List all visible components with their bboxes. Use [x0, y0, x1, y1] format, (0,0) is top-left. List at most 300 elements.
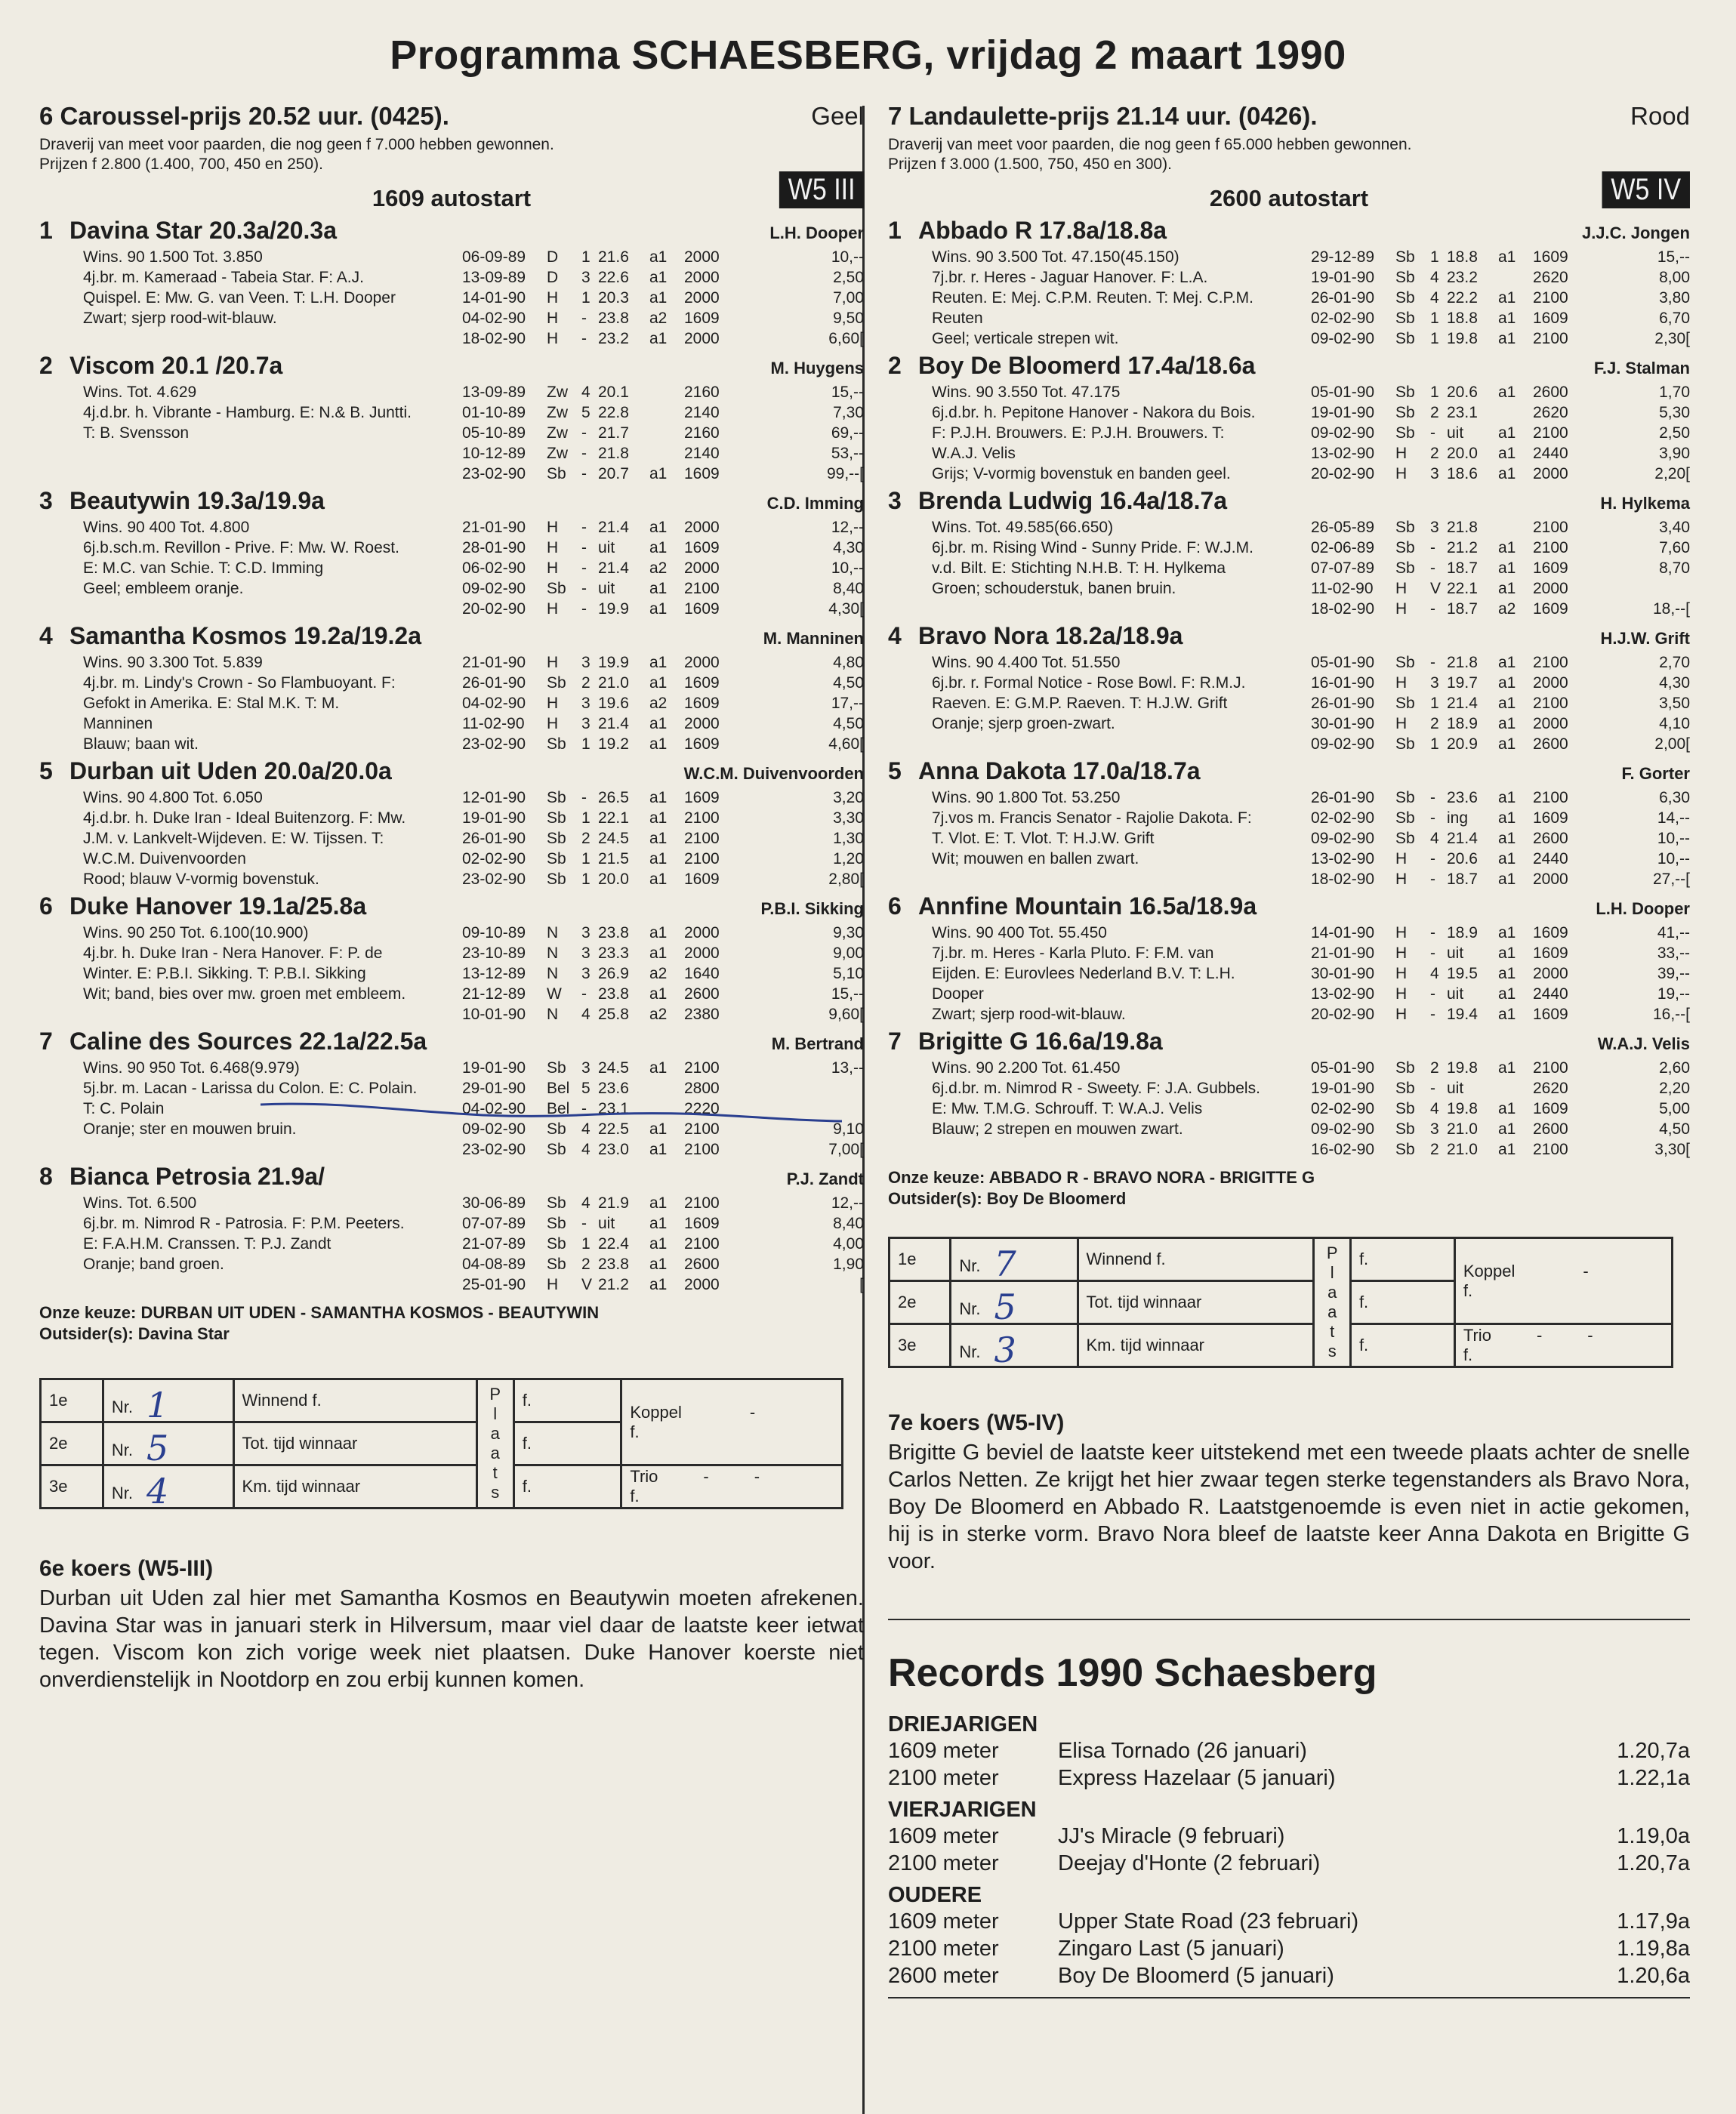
run-cell: 2600	[684, 985, 720, 1003]
record-cell: 1.20,6a	[1617, 1964, 1690, 1988]
run-cell: 29-12-89	[1311, 248, 1375, 266]
run-cell: 1609	[1533, 809, 1568, 827]
horse-info	[39, 247, 462, 349]
horse-info-line: Wins. 90 1.800 Tot. 53.250	[932, 789, 1121, 806]
run-cell: D	[547, 269, 559, 286]
run-cell: 1609	[1533, 248, 1568, 266]
horse-info-line: Wins. Tot. 49.585(66.650)	[932, 519, 1114, 536]
record-row	[888, 1962, 1690, 1989]
run-cell: 2600	[1533, 384, 1568, 401]
run-cell: 5,10	[833, 965, 864, 982]
horse-number: 8	[39, 1163, 53, 1190]
run-cell: H	[547, 310, 559, 327]
run-cell: Bel	[547, 1100, 570, 1117]
run-row	[462, 849, 864, 869]
run-cell: 1	[581, 871, 590, 888]
run-row	[1311, 923, 1690, 943]
horse-name: Caline des Sources 22.1a/22.5a	[69, 1028, 427, 1055]
result-row	[41, 1465, 843, 1508]
run-cell	[745, 1099, 864, 1119]
choice-text: Onze keuze: ABBADO R - BRAVO NORA - BRIGITTE G	[888, 1168, 1315, 1187]
record-cell: 1.20,7a	[1617, 1739, 1690, 1763]
run-cell: Sb	[1395, 695, 1415, 712]
run-cell: 23-02-90	[462, 735, 526, 753]
run-cell: 18-02-90	[1311, 600, 1375, 618]
run-cell: 3,80	[1659, 289, 1690, 307]
run-cell: Zw	[547, 404, 568, 421]
horse-info-line: Wins. 90 950 Tot. 6.468(9.979)	[83, 1059, 300, 1077]
horse-info-line: Winter. E: P.B.I. Sikking. T: P.B.I. Sikking	[83, 965, 366, 982]
horse-info-line: 7j.br. r. Heres - Jaguar Hanover. F: L.A.	[932, 269, 1208, 286]
horse-runs	[462, 247, 864, 349]
trio-label: Trio	[1463, 1326, 1491, 1345]
horse-entry	[888, 757, 1690, 889]
run-cell: a2	[649, 965, 668, 982]
horse-header	[888, 217, 1690, 247]
run-cell: 21.2	[1447, 539, 1478, 556]
race-title: 6 Caroussel-prijs 20.52 uur. (0425).	[39, 102, 449, 130]
run-cell: 3	[1430, 674, 1439, 692]
run-cell: 9,50	[833, 310, 864, 327]
horse-runs	[1311, 1058, 1690, 1160]
place-cell: 2e	[41, 1422, 103, 1465]
horse-info-line: Groen; schouderstuk, banen bruin.	[932, 580, 1176, 597]
run-row	[462, 267, 864, 288]
run-cell: a1	[649, 248, 668, 266]
horse-info-line: Wins. 90 3.550 Tot. 47.175	[932, 384, 1121, 401]
run-cell: a1	[649, 1215, 668, 1232]
run-row	[462, 673, 864, 693]
run-cell: -	[581, 445, 587, 462]
run-cell: 3	[581, 269, 590, 286]
run-cell: a1	[1498, 384, 1516, 401]
run-cell: 19.8	[1447, 330, 1478, 347]
run-cell: 2100	[1533, 1141, 1568, 1158]
run-cell: 4,10	[1659, 715, 1690, 732]
run-cell: a1	[1498, 674, 1516, 692]
run-row	[462, 943, 864, 963]
run-row	[1311, 963, 1690, 984]
run-row	[462, 538, 864, 558]
run-cell: 29-01-90	[462, 1080, 526, 1097]
run-cell: -	[1430, 924, 1435, 941]
race-header	[888, 102, 1690, 131]
run-cell: 1609	[1533, 310, 1568, 327]
horse-info-line: 6j.br. r. Formal Notice - Rose Bowl. F: R.M.J.	[932, 674, 1246, 692]
run-cell: Sb	[1395, 330, 1415, 347]
horse-body	[39, 787, 864, 889]
run-cell: 30-01-90	[1311, 715, 1375, 732]
run-cell: 04-02-90	[462, 695, 526, 712]
run-cell: -	[581, 330, 587, 347]
result-table	[39, 1378, 843, 1512]
horse-info-line: Dooper	[932, 985, 984, 1003]
run-cell: 1609	[684, 674, 720, 692]
run-cell: 23.1	[1447, 404, 1478, 421]
run-cell: 2,50	[833, 269, 864, 286]
run-cell: 2000	[684, 559, 720, 577]
run-cell	[1498, 267, 1533, 288]
run-cell: Sb	[1395, 830, 1415, 847]
horse-body	[39, 382, 864, 484]
run-cell: a1	[1498, 985, 1516, 1003]
run-row	[1311, 599, 1690, 619]
run-row	[1311, 652, 1690, 673]
run-cell: 7,30	[833, 404, 864, 421]
record-cell: Deejay d'Honte (2 februari)	[1058, 1851, 1321, 1875]
records-group: OUDERE	[888, 1883, 982, 1907]
section-divider	[888, 1997, 1690, 1998]
horse-header	[888, 487, 1690, 517]
run-row	[462, 1078, 864, 1099]
record-cell: 1.20,7a	[1617, 1851, 1690, 1875]
horse-runs	[1311, 787, 1690, 889]
run-row	[1311, 423, 1690, 443]
plaats-label: P l a a t s	[476, 1379, 513, 1508]
place-cell: 3e	[41, 1465, 103, 1508]
horse-entry	[888, 1028, 1690, 1160]
record-cell: 1.22,1a	[1617, 1766, 1690, 1790]
run-cell: 20.0	[1447, 445, 1478, 462]
run-cell: 5,00	[1659, 1100, 1690, 1117]
run-cell: H	[1395, 465, 1408, 482]
horse-body	[39, 1058, 864, 1160]
horse-body	[888, 382, 1690, 484]
horse-info-line: Wins. 90 4.400 Tot. 51.550	[932, 654, 1121, 671]
run-cell: 2100	[1533, 695, 1568, 712]
run-cell: 20.1	[598, 384, 629, 401]
run-row	[462, 288, 864, 308]
run-cell: 1640	[684, 965, 720, 982]
horse-body	[888, 652, 1690, 754]
plaats-value-cell: f.	[1350, 1324, 1454, 1367]
run-row	[1311, 943, 1690, 963]
run-cell: 06-02-90	[462, 559, 526, 577]
result-row	[41, 1379, 843, 1422]
horse-name: Anna Dakota 17.0a/18.7a	[918, 757, 1201, 784]
run-cell: 2100	[1533, 424, 1568, 442]
run-cell: Sb	[1395, 1059, 1415, 1077]
run-cell: 33,--	[1657, 945, 1690, 962]
run-cell: 21.7	[598, 424, 629, 442]
run-row	[1311, 713, 1690, 734]
run-cell: 2600	[684, 1256, 720, 1273]
run-cell: a1	[649, 330, 668, 347]
run-cell: a1	[649, 871, 668, 888]
run-row	[1311, 787, 1690, 808]
run-cell: H	[1395, 965, 1408, 982]
run-cell: uit	[1447, 1080, 1464, 1097]
run-cell: 19-01-90	[1311, 1080, 1375, 1097]
horse-info	[39, 923, 462, 1025]
run-cell: 21.4	[1447, 695, 1478, 712]
place-cell: 2e	[890, 1281, 951, 1324]
run-cell: 26.9	[598, 965, 629, 982]
run-cell: Sb	[547, 735, 566, 753]
run-cell: 23.6	[598, 1080, 629, 1097]
horse-header	[39, 1163, 864, 1193]
run-cell: 69,--	[831, 424, 864, 442]
record-cell: 2600 meter	[888, 1964, 999, 1988]
horse-number: 5	[888, 757, 902, 784]
run-row	[462, 963, 864, 984]
horse-name: Boy De Bloomerd 17.4a/18.6a	[918, 352, 1256, 379]
run-cell: 12,--	[831, 519, 864, 536]
run-cell: 26-05-89	[1311, 519, 1375, 536]
run-cell: 4	[581, 1194, 590, 1212]
run-cell: 19.9	[598, 654, 629, 671]
run-row	[1311, 402, 1690, 423]
run-cell: 20-02-90	[1311, 1006, 1375, 1023]
run-cell: 2620	[1533, 269, 1568, 286]
run-cell: 1	[581, 289, 590, 307]
run-cell: Sb	[547, 1141, 566, 1158]
run-cell: 4,50	[833, 715, 864, 732]
run-cell: 18.7	[1447, 871, 1478, 888]
run-cell: 04-02-90	[462, 1100, 526, 1117]
run-cell: Sb	[1395, 248, 1415, 266]
horse-info-line: 6j.b.sch.m. Revillon - Prive. F: Mw. W. Roest.	[83, 539, 399, 556]
run-cell: Bel	[547, 1080, 570, 1097]
run-cell: 19,--	[1657, 985, 1690, 1003]
run-row	[1311, 443, 1690, 464]
horse-info-line: v.d. Bilt. E: Stichting N.H.B. T: H. Hylkema	[932, 559, 1226, 577]
run-cell: a1	[1498, 330, 1516, 347]
run-cell: -	[581, 424, 587, 442]
run-cell: a2	[649, 559, 668, 577]
run-cell: Sb	[1395, 424, 1415, 442]
run-cell: H	[547, 1276, 559, 1293]
record-row	[888, 1908, 1690, 1935]
run-cell: [	[859, 1276, 864, 1293]
run-cell: 3	[1430, 519, 1439, 536]
record-row	[888, 1823, 1690, 1850]
run-cell: Sb	[1395, 310, 1415, 327]
run-cell: 22.5	[598, 1120, 629, 1138]
run-cell: 20.6	[1447, 384, 1478, 401]
run-cell: 16,--[	[1652, 1006, 1690, 1023]
run-cell: 2000	[1533, 465, 1568, 482]
record-cell: 1609 meter	[888, 1739, 999, 1763]
horse-info-line: 6j.d.br. h. Pepitone Hanover - Nakora du Bois.	[932, 404, 1256, 421]
horse-info-line: 7j.br. m. Heres - Karla Pluto. F: F.M. van	[932, 945, 1214, 962]
run-cell: 20.6	[1447, 850, 1478, 867]
run-cell: 21.4	[598, 715, 629, 732]
run-cell: Sb	[547, 1215, 566, 1232]
run-row	[462, 578, 864, 599]
run-row	[462, 517, 864, 538]
run-cell: 05-01-90	[1311, 654, 1375, 671]
horse-runs	[462, 787, 864, 889]
run-cell: H	[547, 559, 559, 577]
run-cell: 2000	[1533, 965, 1568, 982]
run-cell: 1609	[684, 735, 720, 753]
horse-info-line: Rood; blauw V-vormig bovenstuk.	[83, 871, 319, 888]
run-cell: 14-01-90	[1311, 924, 1375, 941]
run-cell: 1	[581, 850, 590, 867]
run-cell: 18.7	[1447, 600, 1478, 618]
run-row	[462, 1234, 864, 1254]
trio-cell	[621, 1465, 843, 1508]
run-cell: V	[581, 1276, 593, 1293]
outsider-text: Outsider(s): Boy De Bloomerd	[888, 1189, 1127, 1208]
run-row	[462, 808, 864, 828]
horse-name: Abbado R 17.8a/18.8a	[918, 217, 1167, 244]
horse-info-line: Eijden. E: Eurovlees Nederland B.V. T: L.H.	[932, 965, 1235, 982]
run-cell: 4,30	[1659, 674, 1690, 692]
plaats-value-cell: f.	[513, 1379, 621, 1422]
run-row	[1311, 869, 1690, 889]
run-row	[462, 787, 864, 808]
run-cell: a1	[649, 715, 668, 732]
run-cell: 2000	[684, 330, 720, 347]
run-cell: 1,20	[833, 850, 864, 867]
run-cell: 3,90	[1659, 445, 1690, 462]
run-cell: -	[581, 465, 587, 482]
handwritten-number: 5	[146, 1428, 169, 1468]
run-row	[1311, 673, 1690, 693]
horse-number: 6	[888, 892, 902, 920]
horse-name: Samantha Kosmos 19.2a/19.2a	[69, 622, 422, 649]
run-cell: 2380	[684, 1006, 720, 1023]
horse-number: 7	[888, 1028, 902, 1055]
run-cell: 2	[1430, 445, 1439, 462]
run-row	[462, 652, 864, 673]
horse-number: 3	[39, 487, 53, 514]
run-cell: 1	[581, 809, 590, 827]
nr-label: Nr.	[959, 1299, 981, 1318]
run-cell: 13-09-89	[462, 384, 526, 401]
run-row	[1311, 1058, 1690, 1078]
horse-runs	[462, 517, 864, 619]
horse-info-line: J.M. v. Lankvelt-Wijdeven. E: W. Tijssen. T:	[83, 830, 384, 847]
horse-entry	[888, 352, 1690, 484]
run-cell: 20-02-90	[462, 600, 526, 618]
run-cell: 7,00	[833, 289, 864, 307]
run-cell: 09-02-90	[1311, 735, 1375, 753]
horse-info-line: 6j.d.br. m. Nimrod R - Sweety. F: J.A. Gubbels.	[932, 1080, 1260, 1097]
run-cell: 20.7	[598, 465, 629, 482]
run-cell: 2,80[	[828, 871, 864, 888]
horse-body	[888, 1058, 1690, 1160]
run-cell: 21.8	[1447, 519, 1478, 536]
horse-number: 7	[39, 1028, 53, 1055]
horse-runs	[462, 382, 864, 484]
run-cell: a1	[1498, 248, 1516, 266]
run-cell: 2,30[	[1654, 330, 1690, 347]
run-cell: a1	[1498, 735, 1516, 753]
horse-info-line: Reuten	[932, 310, 983, 327]
run-cell: 2000	[1533, 715, 1568, 732]
run-cell: 8,40	[833, 1215, 864, 1232]
horse-info	[39, 382, 462, 484]
run-cell: 04-08-89	[462, 1256, 526, 1273]
run-cell: H	[1395, 985, 1408, 1003]
run-row	[1311, 538, 1690, 558]
run-cell: 4	[1430, 830, 1439, 847]
run-row	[1311, 308, 1690, 328]
result-label-cell: Tot. tijd winnaar	[233, 1422, 476, 1465]
result-label-cell: Winnend f.	[233, 1379, 476, 1422]
run-cell: 10-12-89	[462, 445, 526, 462]
horse-name: Davina Star 20.3a/20.3a	[69, 217, 338, 244]
horse-info-line: E: M.C. van Schie. T: C.D. Imming	[83, 559, 324, 577]
horse-info-line: E: Mw. T.M.G. Schrouff. T: W.A.J. Velis	[932, 1100, 1203, 1117]
run-cell: 3	[1430, 465, 1439, 482]
horse-info-line: Oranje; ster en mouwen bruin.	[83, 1120, 297, 1138]
race-7-column	[888, 102, 1690, 1998]
horse-entry	[39, 1028, 864, 1160]
horse-info-line: Blauw; 2 strepen en mouwen zwart.	[932, 1120, 1183, 1138]
horse-info-line: Oranje; sjerp groen-zwart.	[932, 715, 1115, 732]
run-cell: a1	[1498, 559, 1516, 577]
race-distance: 2600 autostart	[1209, 185, 1369, 211]
run-cell: 41,--	[1657, 924, 1690, 941]
run-cell: 19.8	[1447, 1100, 1478, 1117]
run-cell: 18.8	[1447, 248, 1478, 266]
run-cell: 1609	[1533, 924, 1568, 941]
trio-dash: -	[1587, 1326, 1593, 1345]
run-cell: N	[547, 945, 559, 962]
run-cell: 06-09-89	[462, 248, 526, 266]
run-cell: 3	[581, 945, 590, 962]
run-cell: 2100	[1533, 789, 1568, 806]
run-cell: 02-02-90	[1311, 310, 1375, 327]
run-cell: 3	[581, 715, 590, 732]
horse-info-line: 4j.d.br. h. Vibrante - Hamburg. E: N.& B. Juntti.	[83, 404, 412, 421]
run-cell: 2100	[684, 580, 720, 597]
run-cell: 21.8	[1447, 654, 1478, 671]
nr-label: Nr.	[959, 1256, 981, 1275]
koppel-cell	[1454, 1238, 1672, 1324]
nr-label: Nr.	[111, 1441, 133, 1459]
run-cell: uit	[1447, 424, 1464, 442]
run-cell: 23-02-90	[462, 871, 526, 888]
run-cell: 3	[581, 965, 590, 982]
run-cell: 19-01-90	[462, 1059, 526, 1077]
run-row	[1311, 267, 1690, 288]
run-cell: 01-10-89	[462, 404, 526, 421]
horse-info-line: Zwart; sjerp rood-wit-blauw.	[83, 310, 277, 327]
run-cell: 20.9	[1447, 735, 1478, 753]
run-cell: H	[1395, 674, 1408, 692]
horse-number: 5	[39, 757, 53, 784]
horse-runs	[1311, 247, 1690, 349]
run-cell: 23-02-90	[462, 1141, 526, 1158]
run-cell: 1	[1430, 330, 1439, 347]
run-row	[1311, 578, 1690, 599]
run-cell: 2000	[684, 1276, 720, 1293]
horse-body	[888, 517, 1690, 619]
run-cell: Sb	[1395, 1141, 1415, 1158]
run-cell: a1	[1498, 1120, 1516, 1138]
horse-info-line: E: F.A.H.M. Cranssen. T: P.J. Zandt	[83, 1235, 331, 1253]
run-cell: 26-01-90	[1311, 289, 1375, 307]
run-cell: 2	[1430, 1141, 1439, 1158]
run-cell: 2100	[1533, 654, 1568, 671]
run-cell: H	[547, 330, 559, 347]
record-cell: 2100 meter	[888, 1851, 999, 1875]
run-cell: 23.6	[1447, 789, 1478, 806]
run-cell: Sb	[1395, 404, 1415, 421]
run-cell: 26-01-90	[1311, 695, 1375, 712]
run-cell: 20-02-90	[1311, 465, 1375, 482]
run-cell: 3	[581, 654, 590, 671]
run-cell: 3	[581, 1059, 590, 1077]
run-row	[1311, 693, 1690, 713]
horse-trainer: P.B.I. Sikking	[760, 899, 864, 918]
run-cell: 6,60[	[828, 330, 864, 347]
